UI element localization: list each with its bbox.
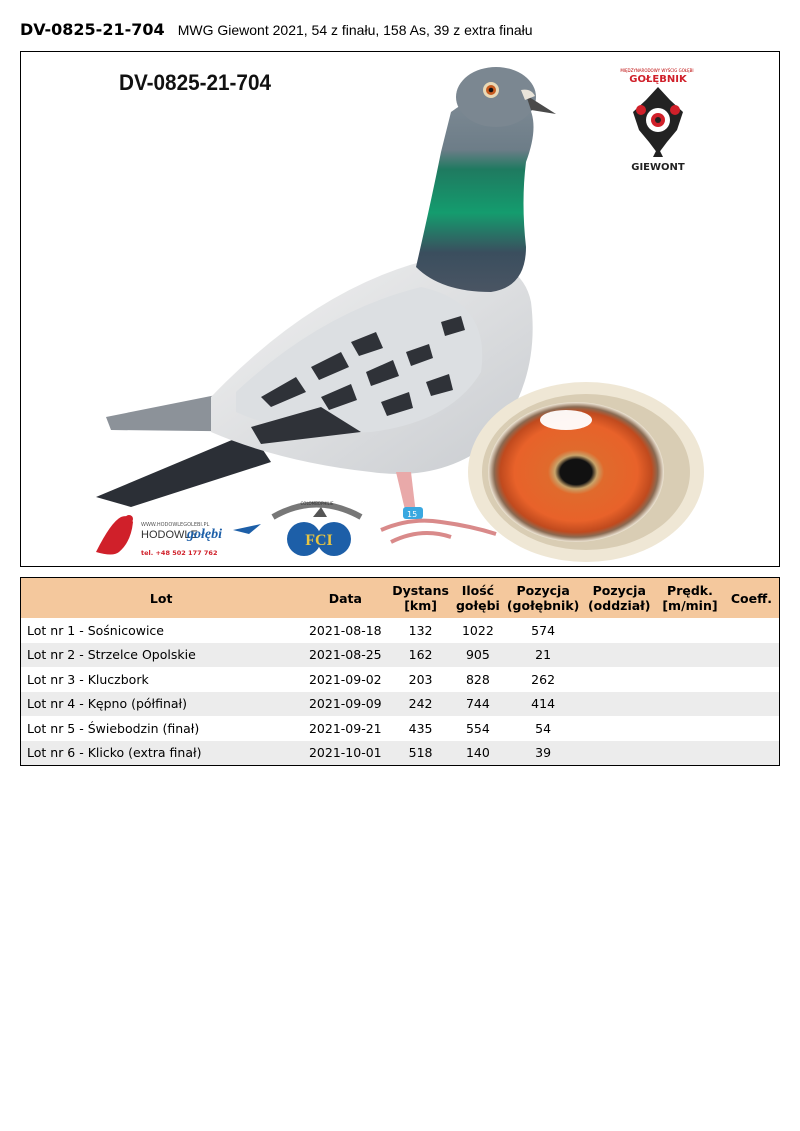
cell-coeff xyxy=(724,618,780,643)
cell-pozycja-oddzial xyxy=(582,618,656,643)
logo-small-caption: MIĘDZYNARODOWY WYŚCIG GOŁĘBI xyxy=(620,68,694,73)
col-pozycja-oddzial: Pozycja (oddział) xyxy=(582,578,656,619)
pigeon-photo-art xyxy=(21,52,779,566)
sponsor-name-a: HODOWLE xyxy=(141,529,198,541)
cell-predkosc xyxy=(656,643,724,668)
sponsor-phone: tel. +48 502 177 762 xyxy=(141,549,218,557)
golebnik-giewont-logo xyxy=(620,68,693,173)
cell-predkosc xyxy=(656,618,724,643)
cell-coeff xyxy=(724,741,780,766)
sponsor-url: WWW.HODOWLEGOLEBI.PL xyxy=(141,522,210,528)
cell-pozycja-golebnik: 414 xyxy=(504,692,583,717)
cell-predkosc xyxy=(656,716,724,741)
fci-letters: FCI xyxy=(305,532,333,549)
cell-coeff xyxy=(724,716,780,741)
sponsor-name-b: gołębi xyxy=(187,527,222,542)
cell-ilosc: 828 xyxy=(465,671,490,687)
overlay-ring-number: DV-0825-21-704 xyxy=(119,70,272,95)
cell-data: 2021-09-02 xyxy=(308,671,382,687)
table-row xyxy=(21,716,780,741)
pigeon-achievements: MWG Giewont 2021, 54 z finału, 158 As, 39 z extra finału xyxy=(177,22,533,38)
cell-predkosc xyxy=(656,741,724,766)
cell-lot: Lot nr 4 - Kępno (półfinał) xyxy=(21,692,302,717)
cell-data: 2021-10-01 xyxy=(301,741,389,766)
ring-number: DV-0825-21-704 xyxy=(20,20,165,39)
col-coeff: Coeff. xyxy=(724,578,780,619)
col-data: Data xyxy=(301,578,389,619)
cell-lot: Lot nr 5 - Świebodzin (finał) xyxy=(27,720,200,736)
table-row xyxy=(21,618,780,643)
cell-lot: Lot nr 2 - Strzelce Opolskie xyxy=(21,643,302,668)
page-header xyxy=(20,20,780,44)
table-row xyxy=(21,667,780,692)
cell-ilosc: 905 xyxy=(452,643,504,668)
cell-dystans: 203 xyxy=(408,671,433,687)
cell-pozycja-oddzial xyxy=(582,643,656,668)
cell-coeff xyxy=(724,667,780,692)
cell-ilosc: 140 xyxy=(452,741,504,766)
flight-results-table xyxy=(20,577,780,766)
pigeon-photo xyxy=(20,51,780,567)
cell-dystans: 132 xyxy=(408,622,433,638)
cell-pozycja-oddzial xyxy=(582,741,656,766)
table-header-row xyxy=(21,578,780,619)
cell-data: 2021-09-21 xyxy=(308,720,382,736)
cell-coeff xyxy=(724,643,780,668)
col-lot: Lot xyxy=(21,578,302,619)
cell-ilosc: 744 xyxy=(452,692,504,717)
cell-pozycja-oddzial xyxy=(582,667,656,692)
col-predkosc: Prędk. [m/min] xyxy=(656,578,724,619)
logo-bottom-text: GIEWONT xyxy=(631,162,685,173)
eye-closeup-icon xyxy=(468,382,704,562)
fci-ring-text: COLOMBOPHILIE xyxy=(300,501,334,506)
cell-ilosc: 1022 xyxy=(461,622,494,638)
col-ilosc: Ilość gołębi xyxy=(452,578,504,619)
cell-pozycja-oddzial xyxy=(582,716,656,741)
cell-pozycja-golebnik: 39 xyxy=(504,741,583,766)
cell-lot: Lot nr 1 - Sośnicowice xyxy=(27,622,164,638)
cell-pozycja-golebnik: 21 xyxy=(504,643,583,668)
leg-band-text: 15 xyxy=(407,510,418,519)
cell-predkosc xyxy=(656,667,724,692)
cell-data: 2021-08-25 xyxy=(301,643,389,668)
table-row xyxy=(21,692,780,717)
cell-dystans: 518 xyxy=(389,741,452,766)
cell-dystans: 435 xyxy=(408,720,433,736)
cell-lot: Lot nr 6 - Klicko (extra finał) xyxy=(21,741,302,766)
cell-coeff xyxy=(724,692,780,717)
cell-ilosc: 554 xyxy=(465,720,490,736)
cell-data: 2021-08-18 xyxy=(308,622,382,638)
cell-lot: Lot nr 3 - Kluczbork xyxy=(27,671,149,687)
cell-pozycja-golebnik: 574 xyxy=(531,622,556,638)
cell-predkosc xyxy=(656,692,724,717)
col-dystans: Dystans [km] xyxy=(389,578,452,619)
col-pozycja-golebnik: Pozycja (gołębnik) xyxy=(504,578,583,619)
cell-dystans: 242 xyxy=(389,692,452,717)
table-row xyxy=(21,741,780,766)
hodowle-golebi-sponsor-logo xyxy=(96,515,261,557)
cell-pozycja-oddzial xyxy=(582,692,656,717)
fci-logo xyxy=(273,501,361,556)
cell-dystans: 162 xyxy=(389,643,452,668)
cell-pozycja-golebnik: 54 xyxy=(535,720,552,736)
logo-top-text: GOŁĘBNIK xyxy=(629,74,687,85)
cell-data: 2021-09-09 xyxy=(301,692,389,717)
table-row xyxy=(21,643,780,668)
cell-pozycja-golebnik: 262 xyxy=(531,671,556,687)
